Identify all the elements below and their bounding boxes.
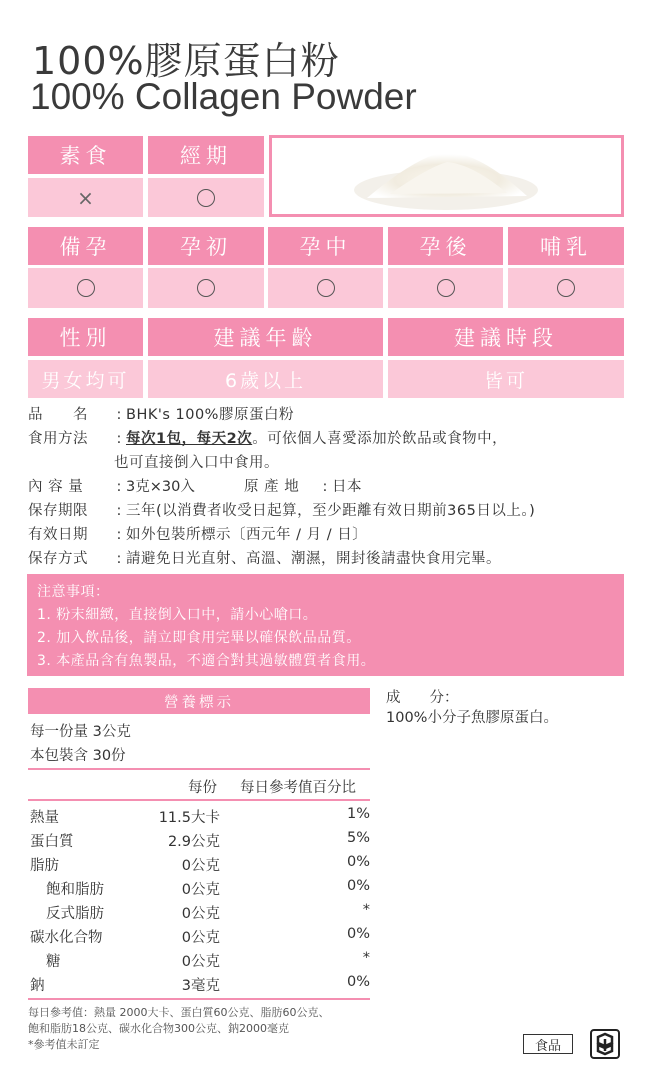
notice-title: 注意事項：: [37, 584, 110, 600]
ingredients: [386, 688, 558, 728]
powder-image: [269, 135, 624, 217]
usage-dosage: 每次1包，每天2次: [126, 431, 253, 447]
footnote: *參考值未訂定: [28, 1038, 100, 1051]
divider: [28, 998, 370, 1000]
product-info: [28, 403, 628, 571]
pregnancy-value-3: [268, 268, 383, 308]
nutrition-header: 營養標示: [28, 688, 370, 714]
vegetarian-label: 素食: [28, 136, 143, 174]
notice-item: 3. 本產品含有魚製品，不適合對其過敏體質者食用。: [37, 653, 376, 669]
pregnancy-value-5: [508, 268, 624, 308]
info-row-shelf: 保存期限 : 三年(以消費者收受日起算，至少距離有效日期前365日以上。): [28, 503, 536, 519]
nutrition-row: 飽和脂肪 0公克 0%: [46, 878, 370, 898]
circle-icon: [317, 279, 335, 297]
circle-icon: [77, 279, 95, 297]
info-row-name: 品 名 : BHK's 100%膠原蛋白粉: [28, 407, 294, 423]
period-value: [148, 178, 264, 217]
col-per-serving: 每份: [188, 780, 217, 796]
pregnancy-label-4: 孕後: [388, 227, 503, 265]
circle-icon: [197, 279, 215, 297]
pregnancy-label-3: 孕中: [268, 227, 383, 265]
info-row-usage-cont: 也可直接倒入口中食用。: [114, 455, 279, 471]
nutrition-row: 碳水化合物 0公克 0%: [30, 926, 370, 946]
footnote: 每日參考值：熱量 2000大卡、蛋白質60公克、脂肪60公克、: [28, 1006, 330, 1019]
nutrition-row: 脂肪 0公克 0%: [30, 854, 370, 874]
pregnancy-label-5: 哺乳: [508, 227, 624, 265]
notice-box: [27, 574, 624, 676]
ingredients-value: 100%小分子魚膠原蛋白。: [386, 710, 558, 726]
notice-item: 1. 粉末細緻，直接倒入口中，請小心嗆口。: [37, 607, 318, 623]
info-row-content: 內 容 量 : 3克×30入 原 產 地 : 日本: [28, 475, 628, 499]
recycle-icon: [590, 1029, 620, 1059]
notice-item: 2. 加入飲品後，請立即食用完畢以確保飲品品質。: [37, 630, 361, 646]
servings-per-pack: 本包裝含 30份: [30, 748, 126, 764]
age-label: 建議年齡: [148, 318, 383, 356]
circle-icon: [557, 279, 575, 297]
title-zh: 100%膠原蛋白粉: [32, 39, 340, 83]
cross-icon: ×: [77, 185, 94, 210]
circle-icon: [437, 279, 455, 297]
gender-label: 性別: [28, 318, 143, 356]
period-label: 經期: [148, 136, 264, 174]
gender-value: 男女均可: [28, 360, 143, 398]
pregnancy-label-1: 備孕: [28, 227, 143, 265]
origin-label: 原 產 地: [244, 479, 300, 495]
pregnancy-value-2: [148, 268, 264, 308]
pregnancy-label-2: 孕初: [148, 227, 264, 265]
food-badge: 食品: [523, 1034, 573, 1054]
origin-value: 日本: [332, 479, 362, 495]
divider: [28, 768, 370, 770]
pregnancy-value-1: [28, 268, 143, 308]
powder-pile-icon: [272, 138, 621, 214]
ingredients-label: 成 分：: [386, 690, 459, 706]
time-value: 皆可: [388, 360, 624, 398]
serving-size: 每一份量 3公克: [30, 724, 131, 740]
nutrition-row: 鈉 3毫克 0%: [30, 974, 370, 994]
info-row-expiry: 有效日期 : 如外包裝所標示〔西元年 / 月 / 日〕: [28, 527, 368, 543]
age-value: 6歲以上: [148, 360, 383, 398]
col-daily-value: 每日參考值百分比: [240, 780, 356, 796]
pregnancy-value-4: [388, 268, 503, 308]
nutrition-row: 糖 0公克 *: [46, 950, 370, 970]
nutrition-row: 反式脂肪 0公克 *: [46, 902, 370, 922]
footnote: 飽和脂肪18公克、碳水化合物300公克、鈉2000毫克: [28, 1022, 289, 1035]
title-en: 100% Collagen Powder: [30, 76, 417, 117]
info-row-storage: 保存方式 : 請避免日光直射、高溫、潮濕，開封後請盡快食用完畢。: [28, 551, 501, 567]
nutrition-row: 熱量 11.5大卡 1%: [30, 806, 370, 826]
circle-icon: [197, 189, 215, 207]
nutrition-row: 蛋白質 2.9公克 5%: [30, 830, 370, 850]
time-label: 建議時段: [388, 318, 624, 356]
divider: [28, 799, 370, 801]
vegetarian-value: [28, 178, 143, 217]
info-row-usage: 食用方法 : 每次1包，每天2次。可依個人喜愛添加於飲品或食物中，: [28, 431, 508, 447]
